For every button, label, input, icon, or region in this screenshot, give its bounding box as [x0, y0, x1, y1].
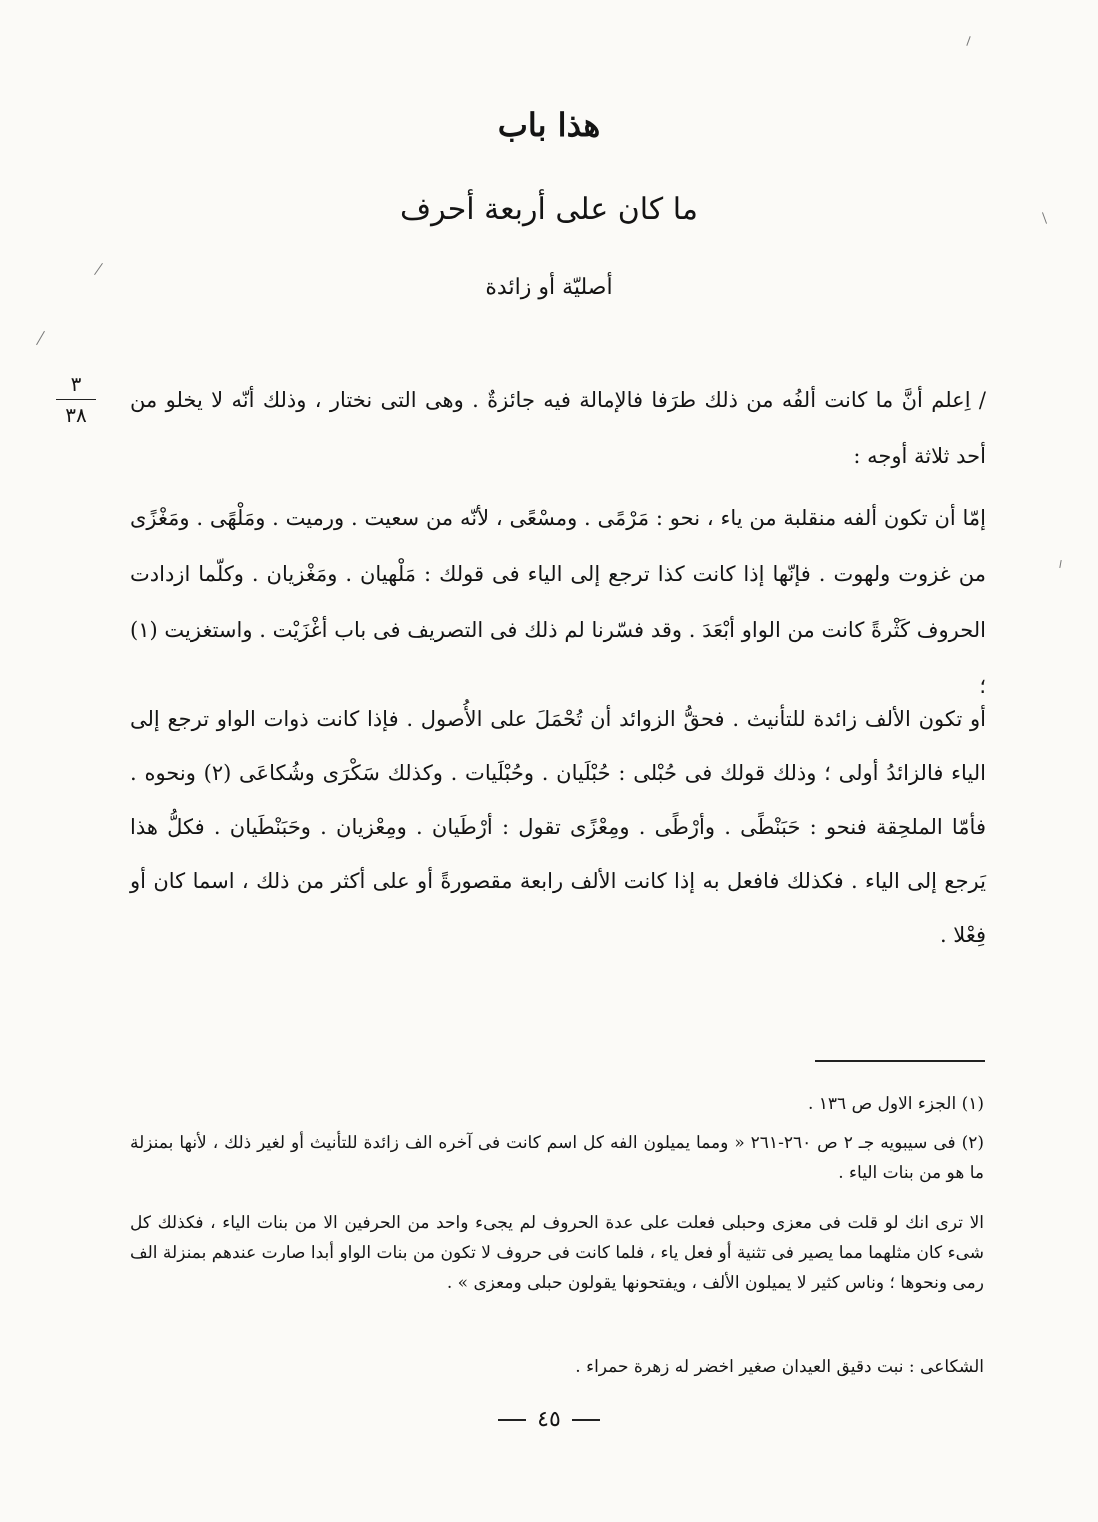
- page-number: [0, 1407, 1098, 1432]
- body-paragraph-2: [130, 490, 986, 714]
- footnote-2: (٢) فى سيبويه جـ ٢ ص ٢٦٠-٢٦١ « ومما يميلون الفه كل اسم كانت فى آخره الف زائدة للتأنيث أو لغير ذلك ، لأنها بمنزلة ما هو من بنات الياء .: [130, 1133, 984, 1183]
- footnote-separator: [815, 1060, 985, 1062]
- paragraph-text: أو تكون الألف زائدة للتأنيث . فحقُّ الزوائد أن تُحْمَلَ على الأُصول . فإذا كانت ذوات الواو ترجع إلى الياء فالزائدُ أولى ؛ وذلك قولك فى حُبْلى : حُبْلَيان . وحُبْلَيات . وكذلك سَكْرَى وشُكاعَى (٢) ونحوه . فأمّا الملحِقة فنحو : حَبَنْطًى . وأرْطًى . ومِعْزًى تقول : أرْطَيان . ومِعْزيان . وحَبَنْطَيان . فكلُّ هذا يَرجع إلى الياء . فكذلك فافعل به إذا كانت الألف رابعة مقصورةً أو على أكثر من ذلك ، اسما كان أو فِعْلا .: [130, 707, 986, 947]
- scan-speck: [1059, 560, 1061, 568]
- chapter-subheading: أصليّة أو زائدة: [485, 275, 613, 300]
- margin-page-reference: [48, 372, 104, 427]
- paragraph-text: إمّا أن تكون ألفه منقلبة من ياء ، نحو : مَرْمًى . ومسْعًى ، لأنّه من سعيت . ورميت . ومَلْهًى . ومَغْزًى من غزوت ولهوت . فإنّها إذا كانت كذا ترجع إلى الياء فى قولك : مَلْهيان . ومَغْزيان . وكلّما ازدادت الحروف كَثْرةً كانت من الواو أبْعَدَ . وقد فسّرنا لم ذلك فى التصريف فى باب أغْزَيْت . واستغزيت (١) ؛: [130, 506, 986, 698]
- paragraph-text: / اِعلم أنَّ ما كانت ألفُه من ذلك طرَفا فالإمالة فيه جائزةٌ . وهى التى نختار ، وذلك أنّه لا يخلو من أحد ثلاثة أوجه :: [130, 388, 986, 468]
- footnote-1: (١) الجزء الاول ص ١٣٦ .: [807, 1094, 984, 1114]
- margin-ref-volume: ٣: [70, 372, 82, 396]
- chapter-subtitle: ما كان على أربعة أحرف: [400, 192, 698, 227]
- margin-ref-divider: [56, 399, 96, 400]
- page-number-dash-right: [498, 1419, 526, 1421]
- chapter-heading: هذا باب: [497, 106, 601, 144]
- scan-speck: [966, 36, 970, 46]
- scan-speck: [94, 263, 103, 275]
- body-paragraph-1: [130, 372, 986, 484]
- page-number-value: ٤٥: [537, 1407, 561, 1432]
- footnote-gloss: الشكاعى : نبت دقيق العيدان صغير اخضر له زهرة حمراء .: [575, 1357, 984, 1377]
- page-number-dash-left: [572, 1419, 600, 1421]
- margin-ref-page: ٣٨: [65, 403, 87, 427]
- scan-speck: [36, 331, 45, 345]
- footnote-2-continued: الا ترى انك لو قلت فى معزى وحبلى فعلت على عدة الحروف لم يجىء واحد من الحرفين الا من بنات الياء ، فكذلك كل شىء كان مثلهما مما يصير فى تثنية أو فعل ياء ، فلما كانت فى حروف لا تكون من بنات الواو أبدا صارت عندهم بمنزلة الف رمى ونحوها ؛ وناس كثير لا يميلون الألف ، ويفتحونها يقولون حبلى ومعزى » .: [130, 1213, 984, 1293]
- body-paragraph-3: [130, 692, 986, 962]
